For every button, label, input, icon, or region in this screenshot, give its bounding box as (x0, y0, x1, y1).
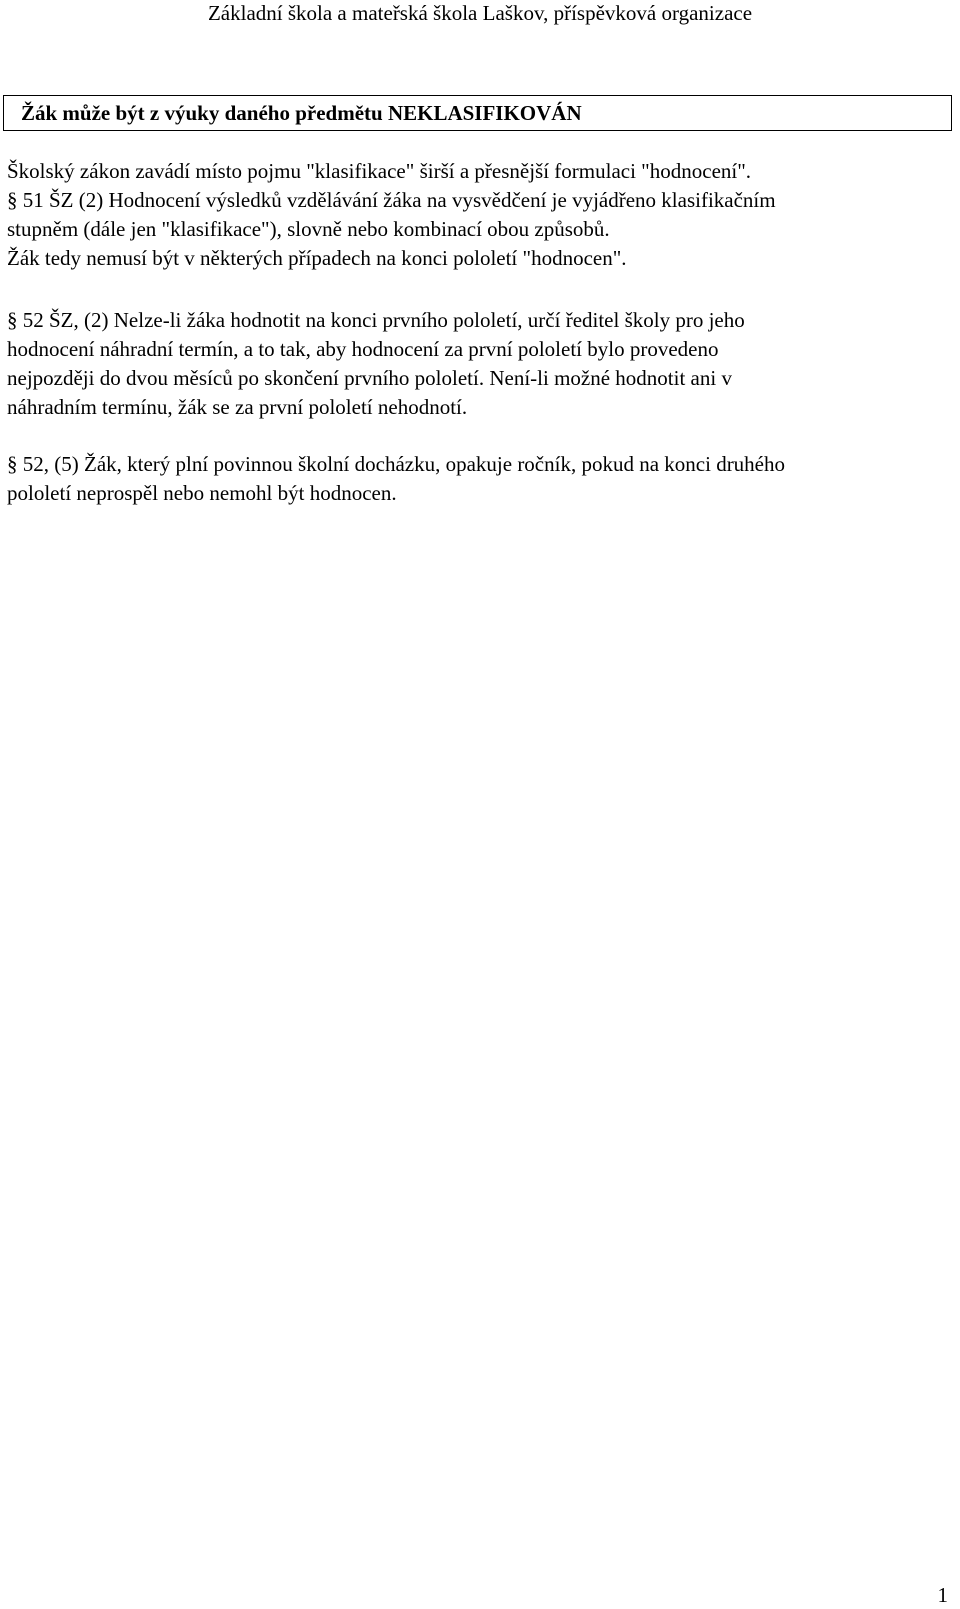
paragraph-line: pololetí neprospěl nebo nemohl být hodnocen. (7, 481, 397, 505)
page-header: Základní škola a mateřská škola Laškov, příspěvková organizace (207, 1, 753, 25)
paragraph-line: § 51 ŠZ (2) Hodnocení výsledků vzdělávání žáka na vysvědčení je vyjádřeno klasifikačním (7, 188, 776, 212)
section-heading: Žák může být z výuky daného předmětu NEKLASIFIKOVÁN (21, 101, 582, 125)
paragraph-nahradni-termin (7, 306, 952, 422)
paragraph-line: hodnocení náhradní termín, a to tak, aby hodnocení za první pololetí bylo provedeno (7, 337, 719, 361)
paragraph-line: § 52, (5) Žák, který plní povinnou školní docházku, opakuje ročník, pokud na konci druhého (7, 452, 786, 476)
paragraph-line: Školský zákon zavádí místo pojmu "klasifikace" širší a přesnější formulaci "hodnocení". (7, 159, 752, 183)
paragraph-line: Žák tedy nemusí být v některých případech na konci pololetí "hodnocen". (7, 246, 627, 270)
paragraph-line: § 52 ŠZ, (2) Nelze-li žáka hodnotit na konci prvního pololetí, určí ředitel školy pro jeho (7, 308, 745, 332)
heading-box (3, 95, 952, 131)
paragraph-opakovani-rocniku (7, 450, 952, 508)
paragraph-line: nejpozději do dvou měsíců po skončení prvního pololetí. Není-li možné hodnotit ani v (7, 366, 732, 390)
paragraph-hodnoceni (7, 157, 952, 273)
paragraph-line: náhradním termínu, žák se za první pololetí nehodnotí. (7, 395, 468, 419)
paragraph-line: stupněm (dále jen "klasifikace"), slovně nebo kombinací obou způsobů. (7, 217, 610, 241)
page-number: 1 (937, 1583, 948, 1607)
